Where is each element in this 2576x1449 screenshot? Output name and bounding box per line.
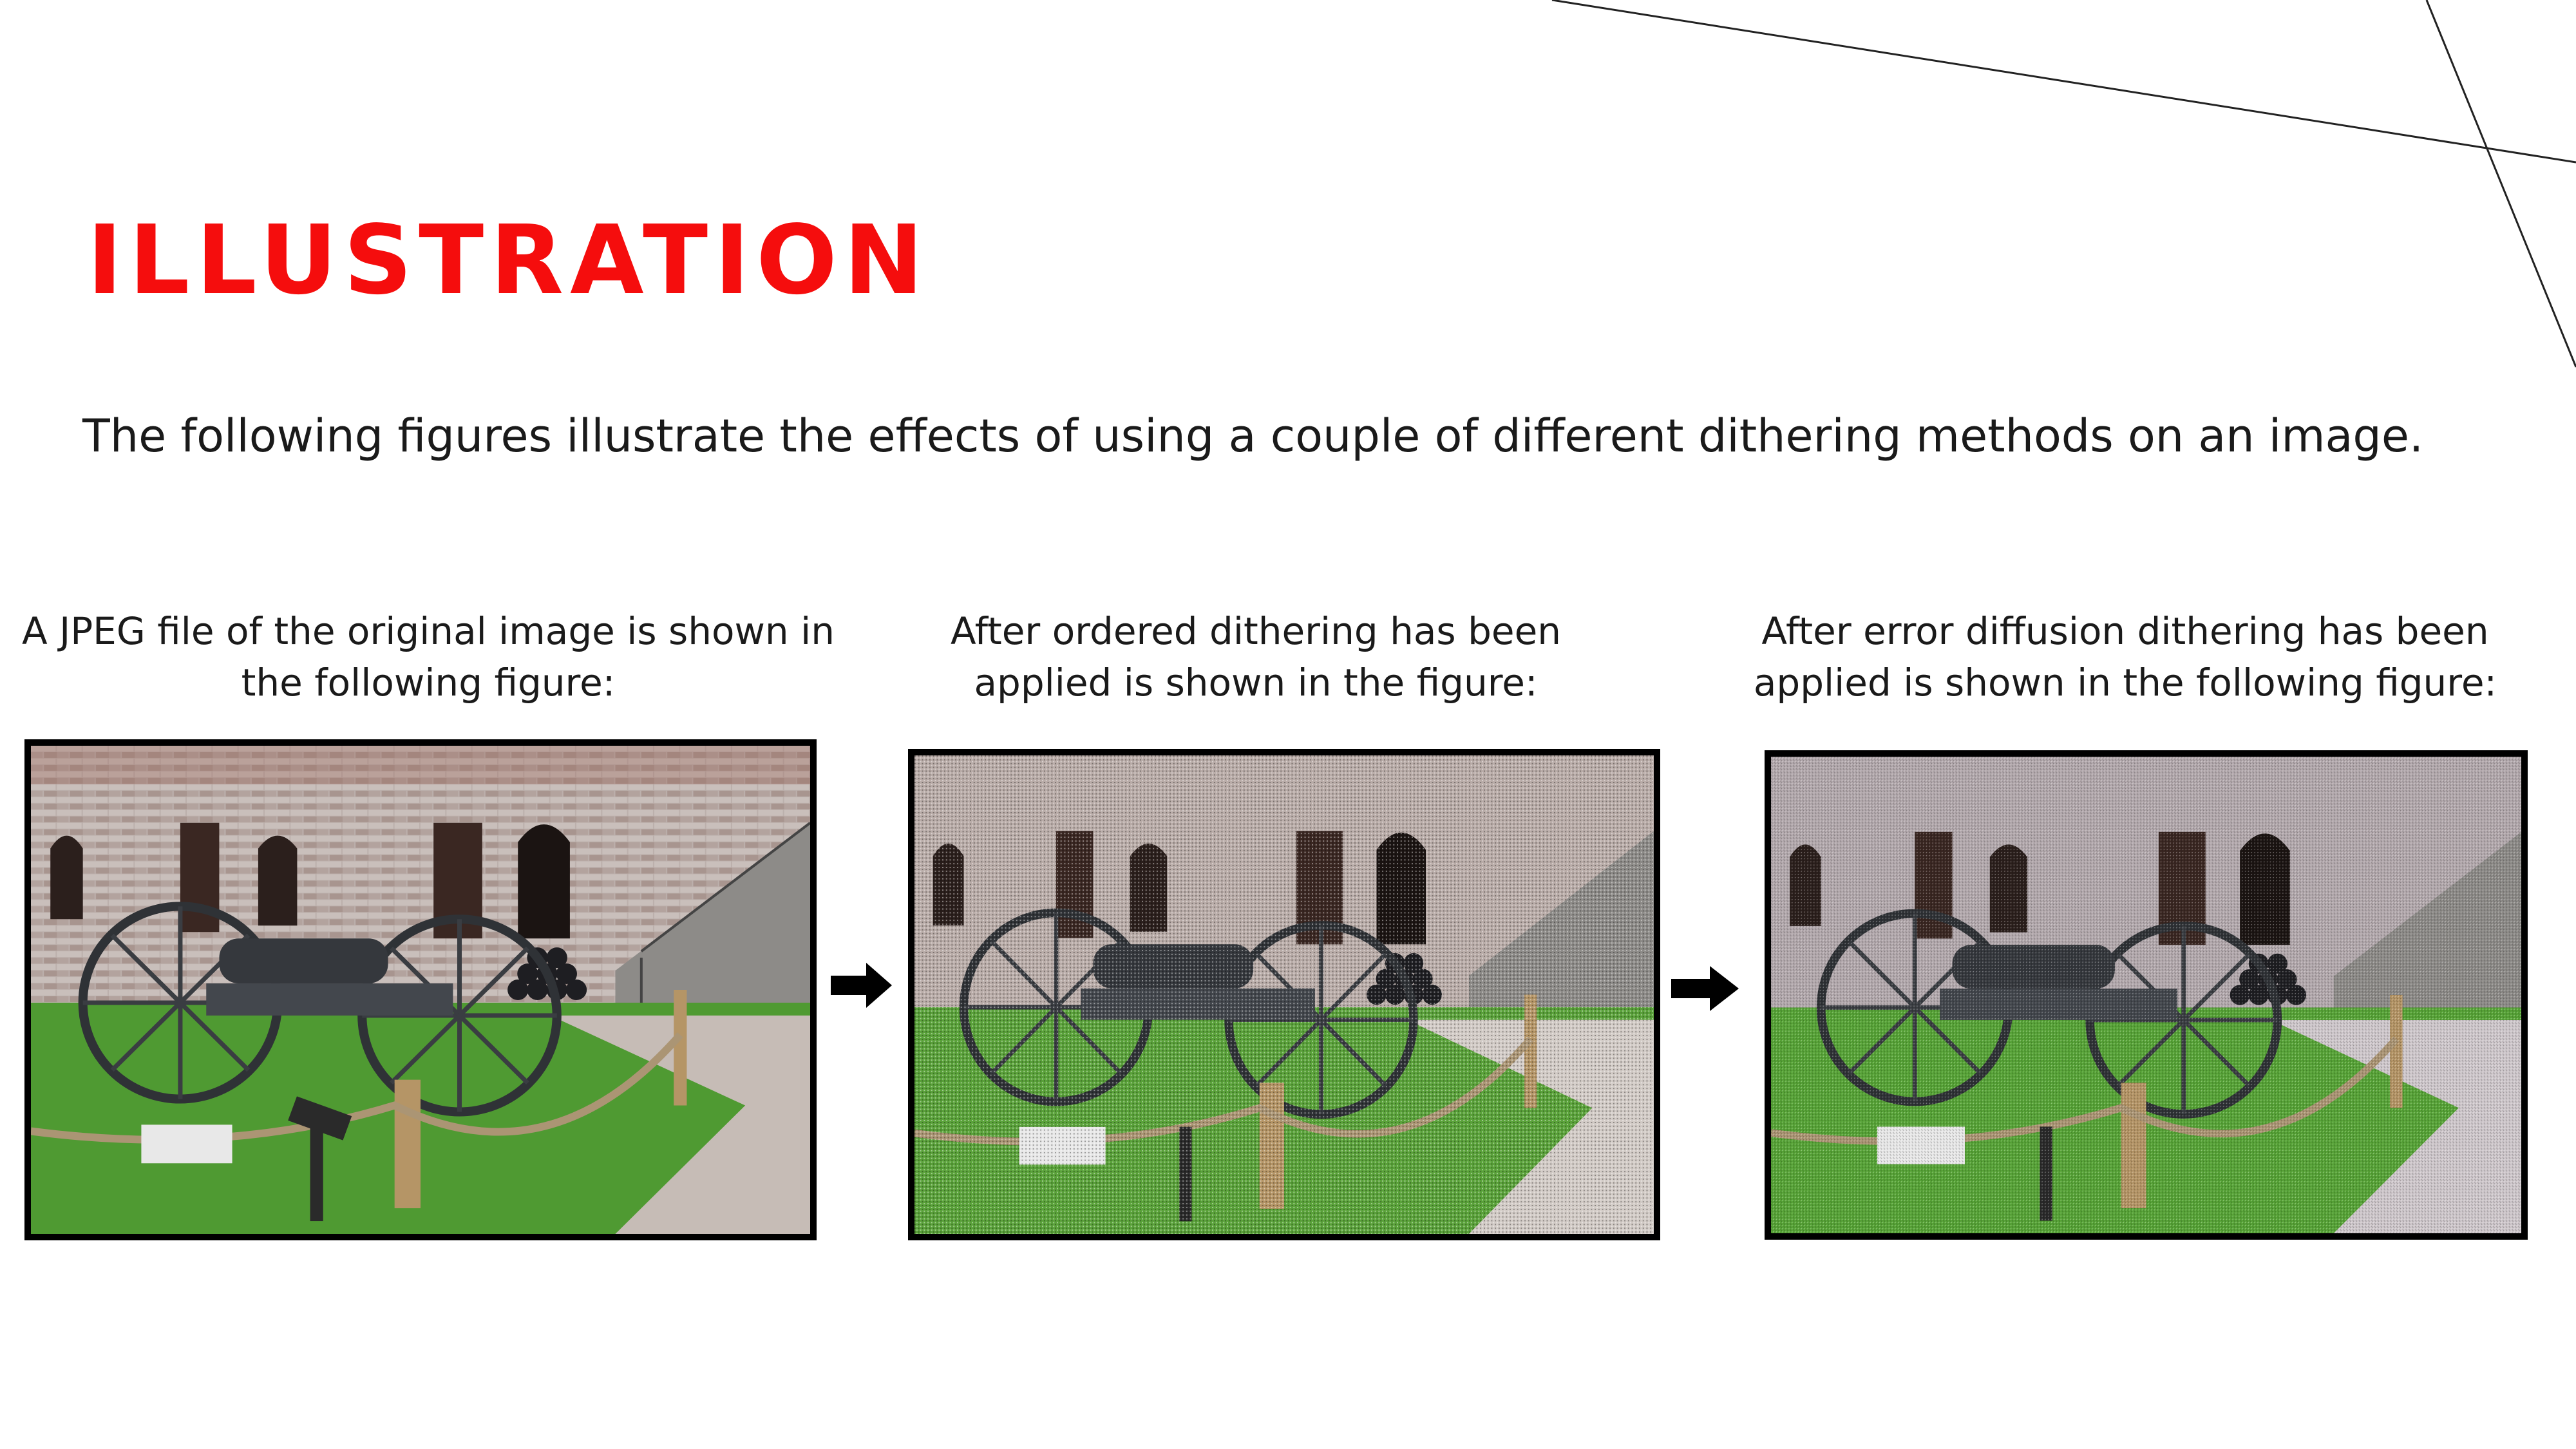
right-arrow-icon — [1671, 963, 1742, 1014]
original-image — [24, 739, 817, 1240]
caption-ordered-dithering: After ordered dithering has been applied is shown in the figure: — [950, 609, 1562, 705]
ordered-dithering-image — [908, 749, 1660, 1240]
caption-original: A JPEG file of the original image is shown in the following figure: — [21, 609, 835, 705]
error-diffusion-image — [1765, 750, 2528, 1240]
intro-text: The following figures illustrate the effects of using a couple of different dithering methods on an image. — [82, 410, 2424, 462]
page-title: ILLUSTRATION — [87, 205, 930, 316]
right-arrow-icon — [831, 960, 895, 1011]
caption-error-diffusion: After error diffusion dithering has been applied is shown in the following figure: — [1753, 609, 2497, 705]
